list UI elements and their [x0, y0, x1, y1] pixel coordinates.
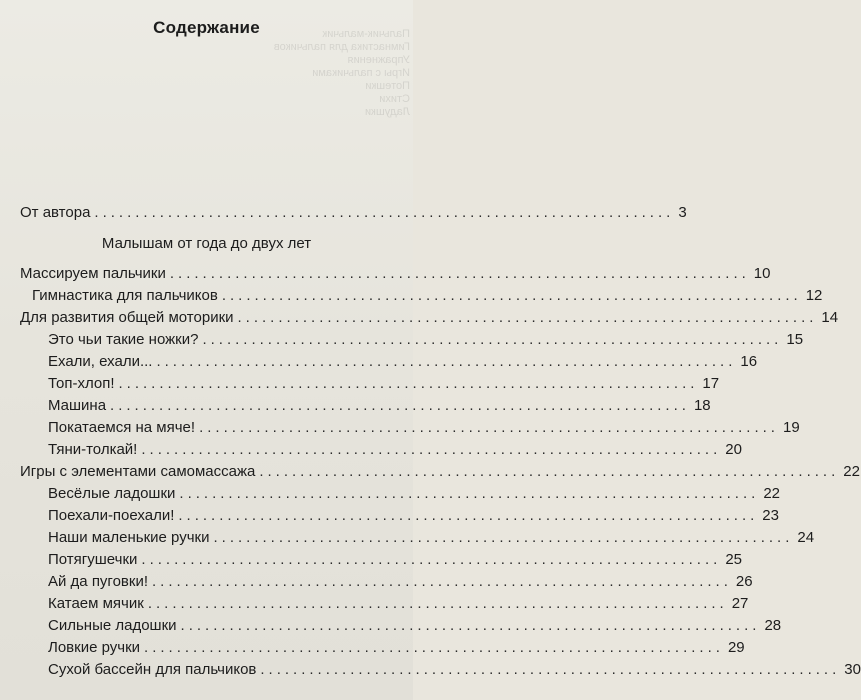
toc-entry-page: 28: [764, 617, 782, 634]
bleed-line: Упражнения: [347, 54, 410, 66]
toc-entry[interactable]: [48, 419, 800, 441]
toc-entry-label: Массируем пальчики: [20, 265, 166, 282]
toc-leader-dots: .......................................................................: [156, 353, 737, 370]
toc-entry-page: 22: [843, 463, 860, 480]
bleed-line: Гимнастика для пальчиков: [273, 41, 410, 53]
bleed-line: Стихи: [379, 93, 410, 105]
toc-entry[interactable]: [48, 661, 861, 683]
toc-entry-label: Весёлые ладошки: [48, 485, 176, 502]
toc-entry-label: Ловкие ручки: [48, 639, 141, 656]
toc-entry[interactable]: [48, 397, 711, 419]
toc-leader-dots: .......................................................................: [178, 507, 759, 524]
toc-leader-dots: .......................................................................: [221, 287, 802, 304]
bleed-line: Игры с пальчиками: [312, 67, 410, 79]
toc-entry[interactable]: [48, 617, 782, 639]
toc-entry-page: 27: [731, 595, 749, 612]
toc-entry-page: 24: [797, 529, 815, 546]
toc-entry-page: 19: [782, 419, 800, 436]
toc-entry[interactable]: [48, 551, 742, 573]
toc-entry-page: 18: [693, 397, 711, 414]
toc-entry[interactable]: [48, 529, 815, 551]
toc-leader-dots: .......................................................................: [260, 661, 841, 678]
toc-leader-dots: .......................................................................: [152, 573, 732, 590]
toc-entry-page: 25: [725, 551, 742, 568]
toc-entry[interactable]: [48, 595, 749, 617]
toc-entry-label: От автора: [20, 204, 91, 221]
toc-entry-label: Тяни-толкай!: [48, 441, 138, 458]
toc-entry-page: 22: [763, 485, 780, 502]
toc-entry-page: 26: [735, 573, 753, 590]
toc-leader-dots: .......................................................................: [147, 595, 728, 612]
toc-entry-label: Гимнастика для пальчиков: [32, 287, 218, 304]
toc-entry-label: Катаем мячик: [48, 595, 144, 612]
toc-entry[interactable]: [32, 287, 823, 309]
toc-entry-label: Потягушечки: [48, 551, 138, 568]
toc-entry[interactable]: [48, 331, 804, 353]
toc-entry-page: 16: [740, 353, 758, 370]
toc-entry-label: Машина: [48, 397, 107, 414]
toc-entry-page: 10: [753, 265, 771, 282]
toc-entry[interactable]: [20, 204, 687, 226]
toc-entry-page: 15: [786, 331, 804, 348]
bleed-line: Пальчик-мальчик: [322, 28, 410, 40]
toc-entry[interactable]: [48, 639, 745, 661]
toc-entry[interactable]: [48, 573, 753, 595]
toc-leader-dots: .......................................................................: [237, 309, 818, 326]
toc-entry[interactable]: [48, 375, 720, 397]
toc-entry[interactable]: [20, 309, 839, 331]
toc-entry-label: Покатаемся на мяче!: [48, 419, 196, 436]
toc-leader-dots: .......................................................................: [94, 204, 675, 221]
section-heading: Малышам от года до двух лет: [101, 235, 312, 252]
toc-entry-label: Наши маленькие ручки: [48, 529, 210, 546]
toc-entry-label: Ехали, ехали...: [48, 353, 153, 370]
toc-leader-dots: .......................................................................: [169, 265, 750, 282]
toc-leader-dots: .......................................................................: [110, 397, 690, 414]
toc-entry-label: Для развития общей моторики: [20, 309, 234, 326]
toc-entry-page: 17: [702, 375, 720, 392]
toc-entry-label: Ай да пуговки!: [48, 573, 148, 590]
toc-leader-dots: .......................................................................: [118, 375, 699, 392]
toc-entry[interactable]: [20, 463, 860, 485]
toc-entry-page: 20: [725, 441, 742, 458]
toc-leader-dots: .......................................................................: [213, 529, 794, 546]
toc-entry-page: 29: [727, 639, 745, 656]
toc-entry-page: 23: [762, 507, 779, 524]
toc-entry-label: Топ-хлоп!: [48, 375, 115, 392]
toc-entry-page: 14: [821, 309, 839, 326]
bleed-line: Ладушки: [364, 106, 410, 118]
toc-leader-dots: .......................................................................: [141, 551, 722, 568]
toc-entry-label: Сухой бассейн для пальчиков: [48, 661, 257, 678]
bleed-through-text: [170, 28, 410, 188]
bleed-line: Потешки: [365, 80, 410, 92]
toc-entry[interactable]: [48, 485, 780, 507]
toc-leader-dots: .......................................................................: [259, 463, 840, 480]
toc-leader-dots: .......................................................................: [180, 617, 761, 634]
toc-entry-page: 3: [678, 204, 687, 221]
toc-entry-label: Игры с элементами самомассажа: [20, 463, 256, 480]
toc-entry[interactable]: [20, 265, 771, 287]
toc-entry-page: 12: [805, 287, 823, 304]
toc-leader-dots: .......................................................................: [144, 639, 724, 656]
toc-entry-page: 30: [844, 661, 861, 678]
toc-leader-dots: .......................................................................: [199, 419, 779, 436]
toc-leader-dots: .......................................................................: [141, 441, 722, 458]
toc-entry-label: Поехали-поехали!: [48, 507, 175, 524]
toc-entry-label: Сильные ладошки: [48, 617, 177, 634]
toc-entry[interactable]: [48, 353, 758, 375]
toc-entry[interactable]: [48, 441, 742, 463]
toc-leader-dots: .......................................................................: [202, 331, 783, 348]
toc-leader-dots: .......................................................................: [179, 485, 760, 502]
toc-entry-label: Это чьи такие ножки?: [48, 331, 199, 348]
toc-entry[interactable]: [48, 507, 779, 529]
page-title: Содержание: [153, 18, 260, 37]
